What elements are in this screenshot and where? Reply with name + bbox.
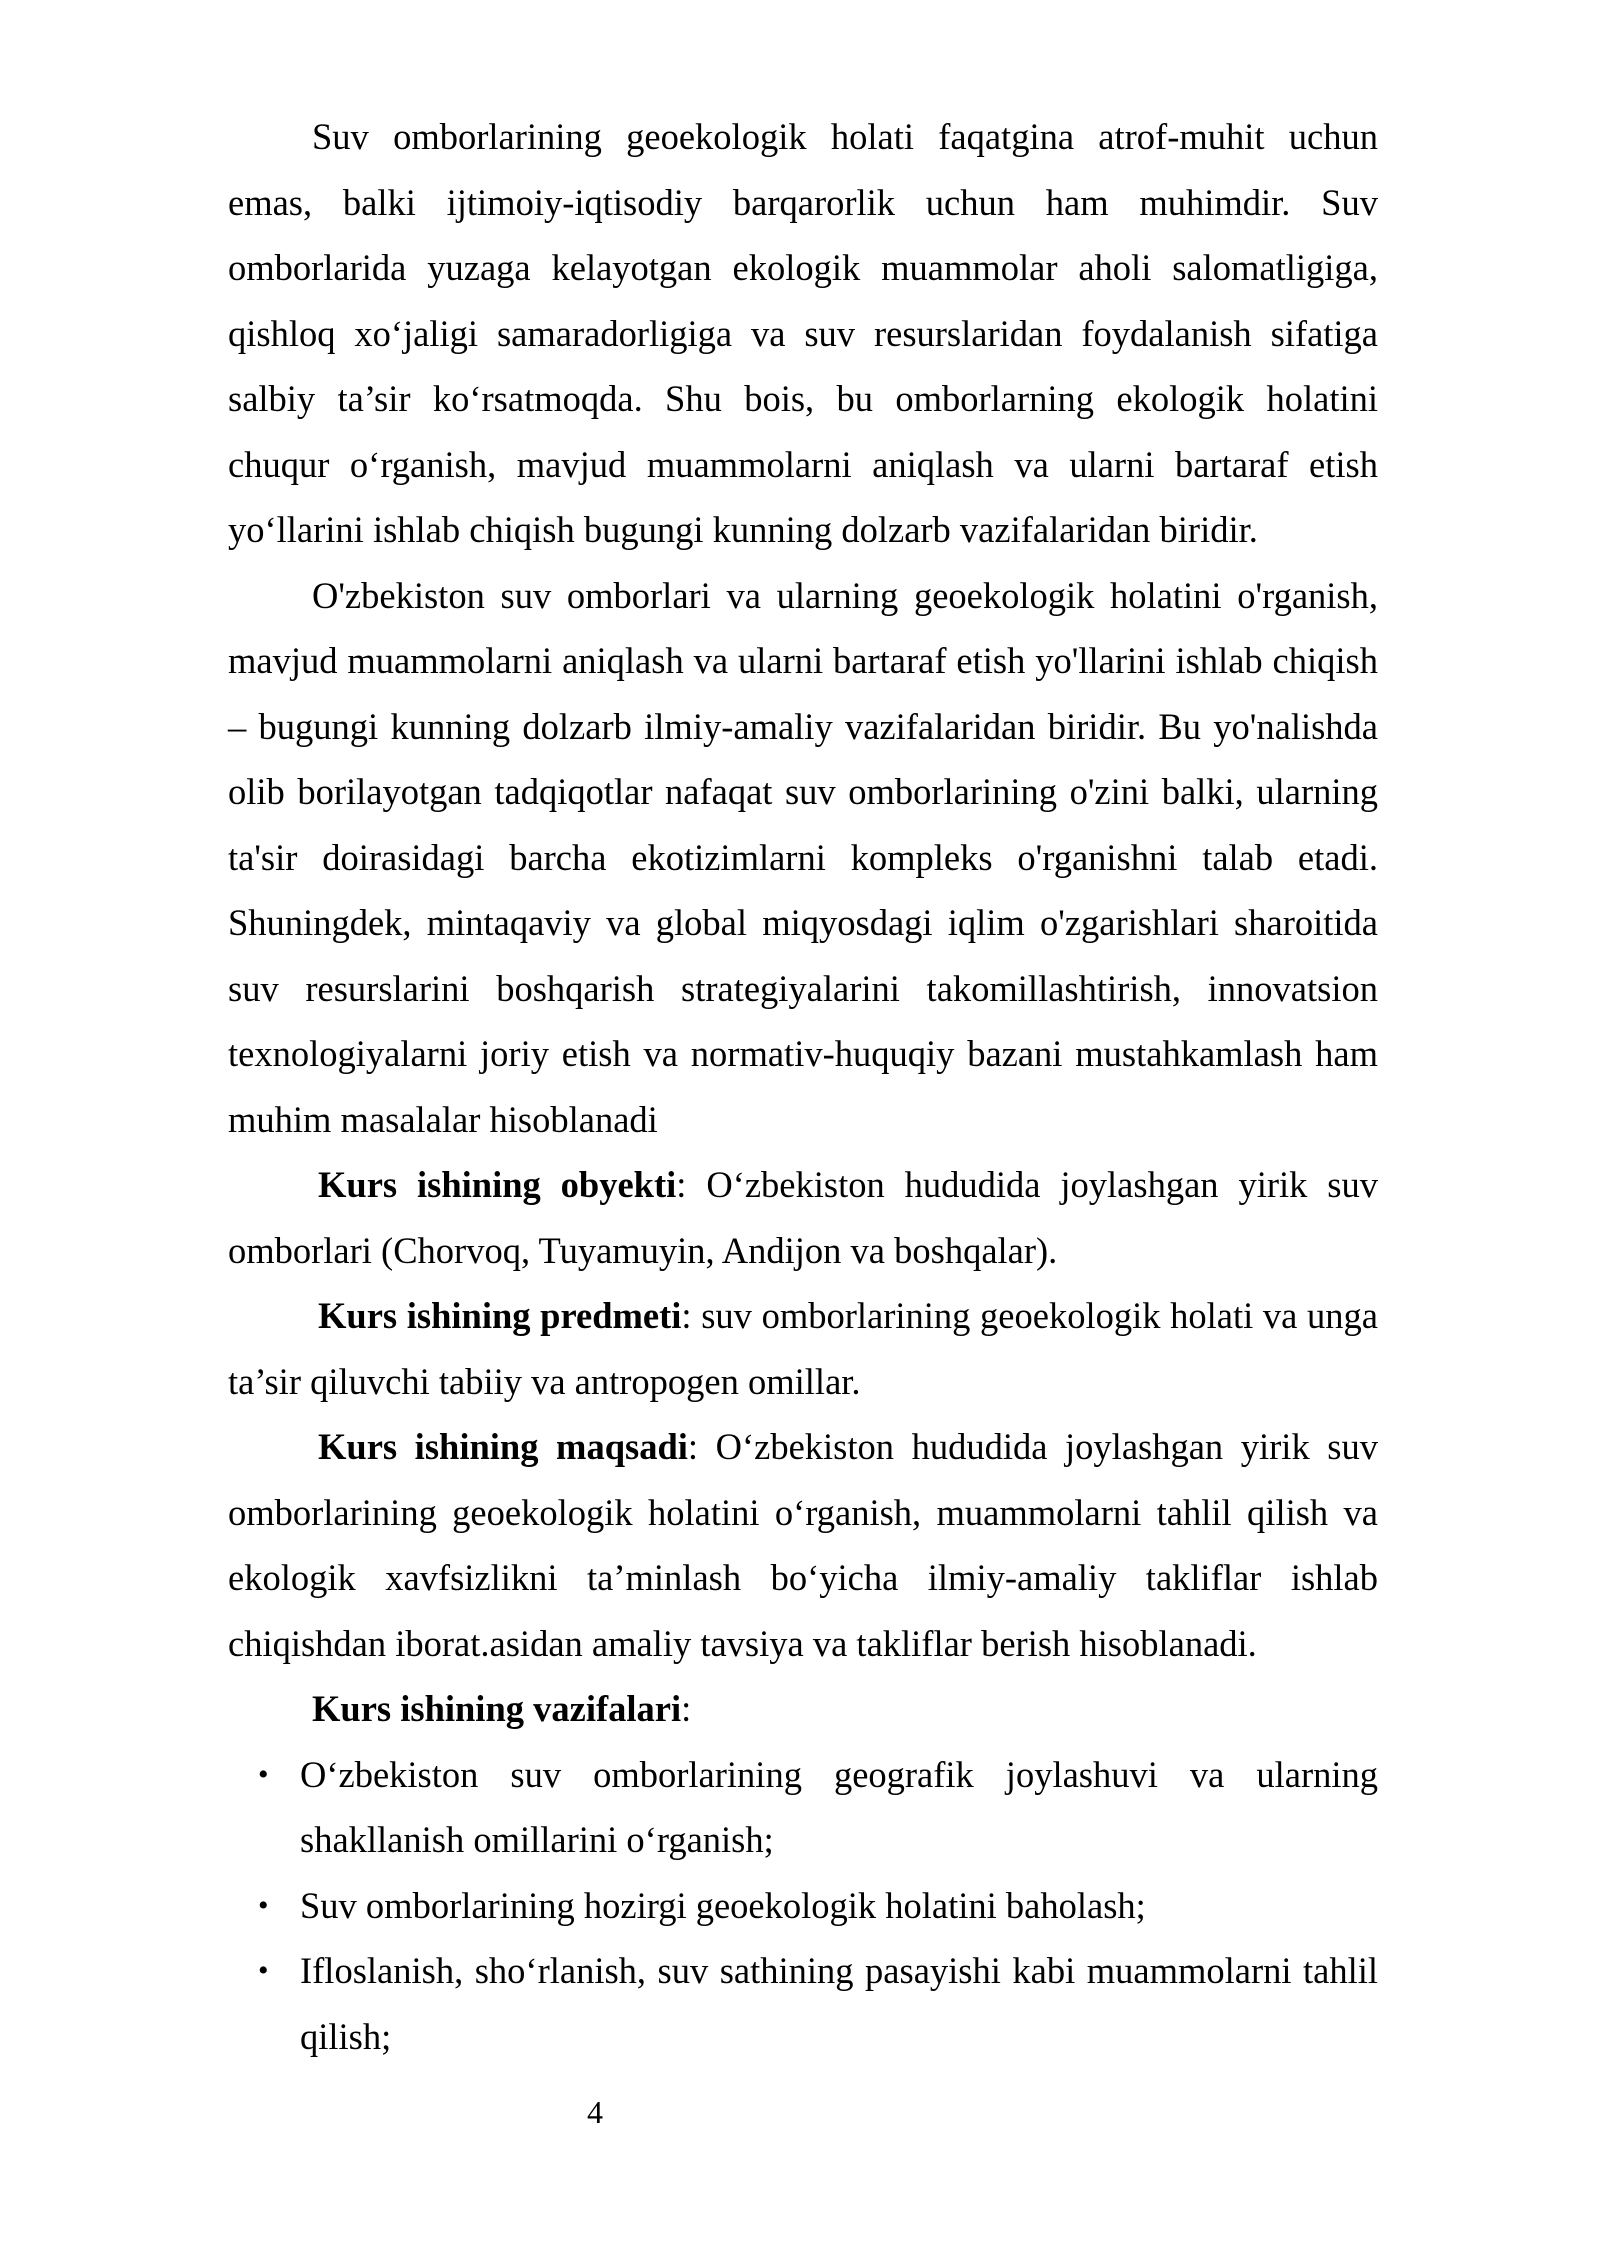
paragraph-1: Suv omborlarining geoekologik holati faqatgina atrof-muhit uchun emas, balki ijtimoiy-iqtisodiy barqarorlik uchun ham muhimdir. Suv omborlarida yuzaga kelayotgan ekologik muammolar aholi salomatligiga, qishloq xo‘jaligi samaradorligiga va suv resurslaridan foydalanish sifatiga salbiy ta’sir ko‘rsatmoqda. Shu bois, bu omborlarning ekologik holatini chuqur o‘rganish, mavjud muammolarni aniqlash va ularni bartaraf etish yo‘llarini ishlab chiqish bugungi kunning dolzarb vazifalaridan biridir. <box>228 116 1378 550</box>
list-item <box>228 1742 1378 1873</box>
section-maqsadi-separator: : <box>687 1426 716 1467</box>
list-item <box>228 1873 1378 1939</box>
section-vazifalari-heading <box>228 1676 1378 1742</box>
section-maqsadi-label: Kurs ishining maqsadi <box>318 1426 688 1467</box>
section-vazifalari-label: Kurs ishining vazifalari <box>312 1688 682 1729</box>
list-item-text: O‘zbekiston suv omborlarining geografik joylashuvi va ularning shakllanish omillarini o‘rganish; <box>300 1753 1378 1860</box>
section-predmeti-text: suv omborlarining geoekologik holati va unga ta’sir qiluvchi tabiiy va antropogen omillar. <box>228 1295 1378 1402</box>
section-obyekti <box>228 1152 1378 1283</box>
section-obyekti-text: O‘zbekiston hududida joylashgan yirik suv omborlari (Chorvoq, Tuyamuyin, Andijon va boshqalar). <box>228 1164 1378 1271</box>
section-maqsadi-text: O‘zbekiston hududida joylashgan yirik suv omborlarining geoekologik holatini o‘rganish, muammolarni tahlil qilish va ekologik xavfsizlikni ta’minlash bo‘yicha ilmiy-amaliy takliflar ishlab chiqishdan iborat.asidan amaliy tavsiya va takliflar berish hisoblanadi. <box>228 1426 1378 1664</box>
paragraph-2: O'zbekiston suv omborlari va ularning geoekologik holatini o'rganish, mavjud muammolarni aniqlash va ularni bartaraf etish yo'llarini ishlab chiqish – bugungi kunning dolzarb ilmiy-amaliy vazifalaridan biridir. Bu yo'nalishda olib borilayotgan tadqiqotlar nafaqat suv omborlarining o'zini balki, ularning ta'sir doirasidagi barcha ekotizimlarni kompleks o'rganishni talab etadi. Shuningdek, mintaqaviy va global miqyosdagi iqlim o'zgarishlari sharoitida suv resurslarini boshqarish strategiyalarini takomillashtirish, innovatsion texnologiyalarni joriy etish va normativ-huquqiy bazani mustahkamlash ham muhim masalalar hisoblanadi <box>228 574 1378 1140</box>
page-number: 4 <box>587 2094 603 2130</box>
section-predmeti-separator: : <box>681 1295 702 1336</box>
bullet-icon: • <box>258 1888 269 1922</box>
section-obyekti-label: Kurs ishining obyekti <box>318 1164 677 1205</box>
section-obyekti-separator: : <box>676 1164 707 1205</box>
bullet-icon: • <box>258 1954 269 1987</box>
section-maqsadi <box>228 1414 1378 1676</box>
section-predmeti <box>228 1283 1378 1414</box>
list-item <box>228 1938 1378 2069</box>
section-predmeti-label: Kurs ishining predmeti <box>318 1295 682 1336</box>
section-vazifalari-separator: : <box>681 1688 692 1729</box>
bullet-icon: • <box>258 1757 269 1791</box>
document-body <box>228 104 1378 2069</box>
list-item-text: Ifloslanish, sho‘rlanish, suv sathining pasayishi kabi muammolarni tahlil qilish; <box>300 1950 1378 2057</box>
list-item-text: Suv omborlarining hozirgi geoekologik holatini baholash; <box>300 1884 1146 1926</box>
task-list <box>228 1742 1378 2070</box>
